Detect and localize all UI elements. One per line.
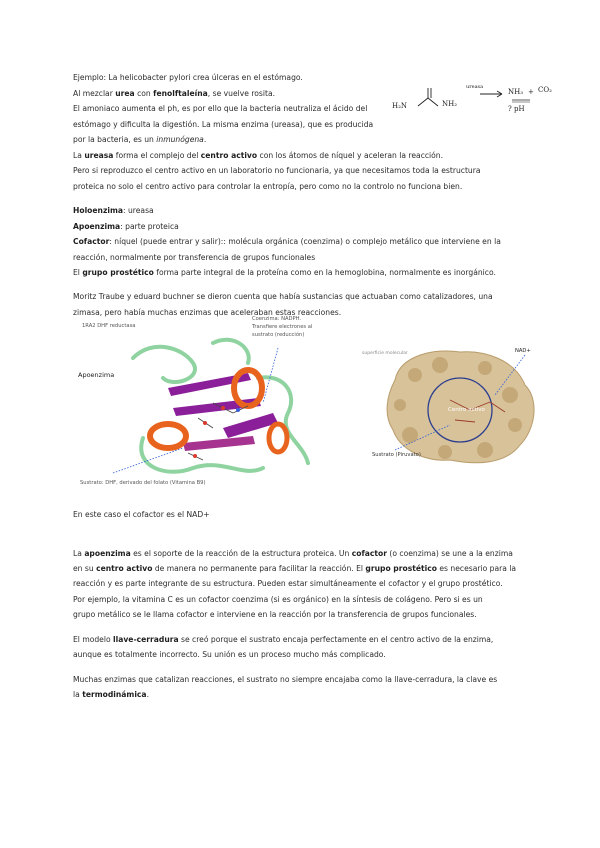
text: con los átomos de níquel y aceleran la reacción. [257,151,444,160]
reaction-product-b: CO₂ [538,86,552,94]
text: La [73,151,85,160]
final-line-1: Muchas enzimas que catalizan reacciones, el sustrato no siempre encajaba como la llave-cerradura, la clave es [73,675,498,684]
text: El modelo [73,635,114,644]
bold-term: centro activo [96,564,153,573]
atom [203,421,207,425]
def-apoenzima [73,219,179,235]
intro-line-1: Ejemplo: La helicobacter pylori crea úlceras en el estómago. [73,73,303,82]
text: en su [73,564,97,573]
apo-line-1 [73,546,513,562]
text: (o coenzima) se une a la enzima [386,549,513,558]
bold-term: fenolftaleína [153,89,208,98]
reaction-right: NH₂ [442,100,458,108]
model-line-1 [73,632,493,648]
figure-left-title: 1RA2 DHF reductasa [82,323,136,329]
text: se creó porque el sustrato encaja perfectamente en el centro activo de la enzima, [178,635,494,644]
coenzyme-label-3: sustrato (reducción) [252,332,305,338]
bold-term: Apoenzima [73,222,121,231]
def-cofactor [73,234,501,250]
bold-term: llave-cerradura [113,635,179,644]
apo-line-4: Por ejemplo, la vitamina C es un cofactor coenzima (si es orgánico) en la síntesis de colágeno. Pero si es un [73,595,483,604]
reaction-bottom: ? pH [508,105,525,113]
def-holoenzima [73,203,154,219]
atom [221,406,225,410]
bold-term: centro activo [200,151,258,160]
intro-line-2 [73,86,275,102]
intro-line-5 [73,132,206,148]
apo-line-3: reacción y es parte integrante de su estructura. Pueden estar simultáneamente el cofactor y el grupo prostético. [73,579,503,588]
coenzyme-label-1: Coenzima: NADPH. [252,316,302,322]
text: : parte proteica [120,222,179,231]
reaction-enzyme: ureasa [466,84,484,90]
bold-term: ureasa [84,151,114,160]
reaction-product-a: NH₃ [508,88,524,96]
text: La [73,549,85,558]
bold-term: apoenzima [84,549,131,558]
coenzyme-label-2: Transfiere electrones al [252,324,313,330]
text: por la bacteria, es un [73,135,157,144]
text: . [203,135,207,144]
apoenzyme-label: Apoenzima [78,371,115,379]
atom [193,454,197,458]
reaction-left: H₂N [392,102,408,110]
figure-right-title: superficie molecular [362,351,408,356]
moritz-line-1: Moritz Traube y eduard buchner se dieron cuenta que había sustancias que actuaban como catalizadores, una [73,292,493,301]
def-grupo-prostetico [73,265,496,281]
text: es necesario para la [436,564,517,573]
active-site-label: Centro activo [448,407,485,413]
text: con [134,89,154,98]
bold-term: Cofactor [73,237,110,246]
reaction-plus: + [528,88,534,96]
cofactor-note: En este caso el cofactor es el NAD+ [73,510,210,519]
italic-term: inmunógena [156,135,204,144]
apo-line-5: grupo metálico se le llama cofactor e interviene en la reacción por la transferencia de grupos funcionales. [73,610,477,619]
substrate-label: Sustrato: DHF, derivado del folato (Vitamina B9) [80,480,206,486]
bold-term: urea [115,89,135,98]
def-cofactor-cont: reacción, normalmente por transferencia de grupos funcionales [73,253,316,262]
final-line-2 [73,687,149,703]
moritz-line-2: zimasa, pero había muchas enzimas que aceleraban estas reacciones. [73,308,342,317]
surface-protein-figure [355,340,550,470]
text: : níquel (puede entrar y salir):: molécula orgánica (coenzima) o complejo metálico que interviene en la [109,237,501,246]
atom [236,408,240,412]
model-line-2: aunque es totalmente incorrecto. Su unión es un proceso mucho más complicado. [73,650,386,659]
text: : ureasa [123,206,154,215]
bold-term: cofactor [351,549,387,558]
text: , se vuelve rosita. [207,89,276,98]
intro-line-3: El amoniaco aumenta el ph, es por ello que la bacteria neutraliza el ácido del [73,104,368,113]
text: El [73,268,83,277]
intro-line-4: estómago y dificulta la digestión. La misma enzima (ureasa), que es producida [73,120,374,129]
intro-line-6 [73,148,443,164]
bold-term: grupo prostético [82,268,154,277]
text: Al mezclar [73,89,116,98]
right-substrate-label: Sustrato (Piruvato) [372,452,421,458]
nad-label: NAD+ [515,348,531,354]
bold-term: Holoenzima [73,206,124,215]
text: forma el complejo del [113,151,201,160]
bond-line [418,98,438,106]
text: forma parte integral de la proteína como en la hemoglobina, normalmente es inorgánico. [153,268,496,277]
bold-term: termodinámica [82,690,147,699]
text: . [146,690,149,699]
bold-term: grupo prostético [365,564,437,573]
ribbon-protein-figure [73,318,318,493]
text: de manera no permanente para facilitar la reacción. El [152,564,366,573]
intro-line-8: proteica no solo el centro activo para controlar la entropía, pero como no la controlo no funciona bien. [73,182,463,191]
text: es el soporte de la reacción de la estructura proteica. Un [130,549,352,558]
intro-line-7: Pero si reproduzco el centro activo en un laboratorio no funcionaria, ya que necesitamos toda la estructura [73,166,481,175]
text: la [73,690,83,699]
apo-line-2 [73,561,516,577]
